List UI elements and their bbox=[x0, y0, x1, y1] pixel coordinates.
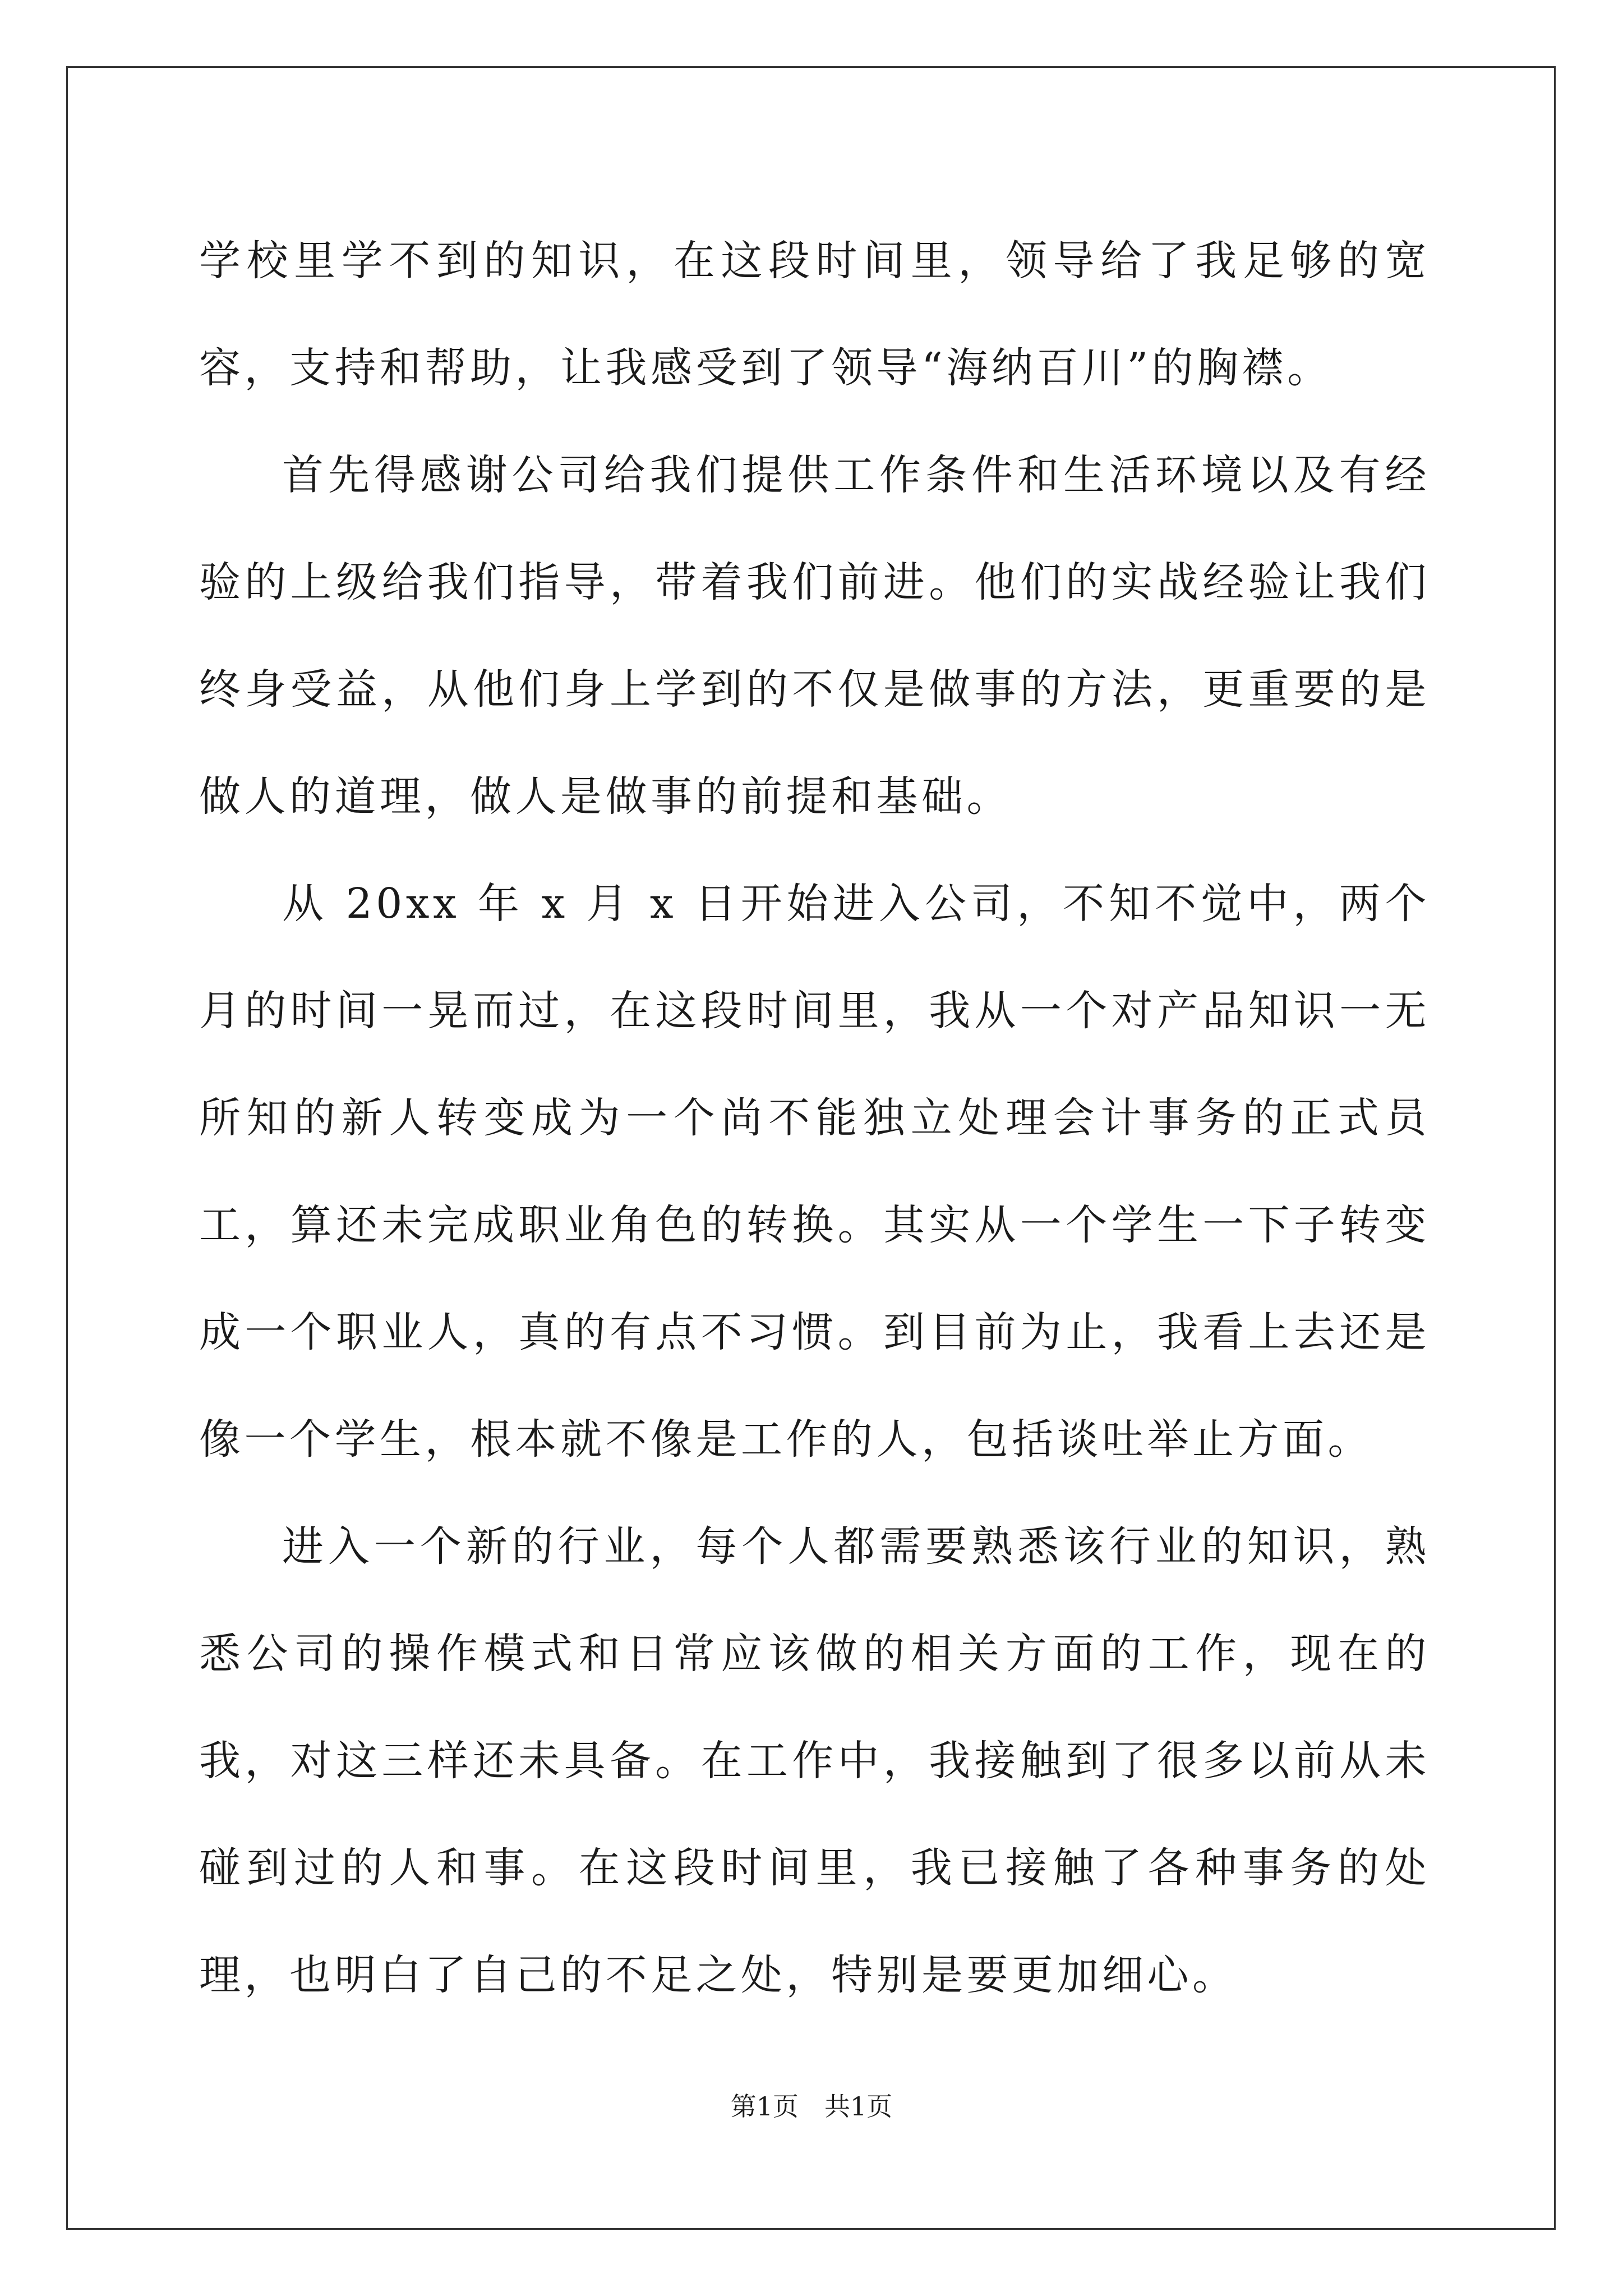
paragraph-4: 进入一个新的行业，每个人都需要熟悉该行业的知识，熟悉公司的操作模式和日常应该做的相关方面的工作，现在的我，对这三样还未具备。在工作中，我接触到了很多以前从未碰到过的人和事。在这段时间里，我已接触了各种事务的处理，也明白了自己的不足之处，特别是要更加细心。 bbox=[199, 1522, 1430, 1999]
paragraph-2: 首先得感谢公司给我们提供工作条件和生活环境以及有经验的上级给我们指导，带着我们前进。他们的实战经验让我们终身受益，从他们身上学到的不仅是做事的方法，更重要的是做人的道理，做人是做事的前提和基础。 bbox=[199, 451, 1430, 821]
page-number: 第1页 bbox=[730, 2091, 799, 2122]
paragraph-1: 学校里学不到的知识，在这段时间里，领导给了我足够的宽容，支持和帮助，让我感受到了领导“海纳百川”的胸襟。 bbox=[199, 237, 1430, 392]
page-total: 共1页 bbox=[824, 2091, 893, 2122]
paragraph-3: 从 20xx 年 x 月 x 日开始进入公司，不知不觉中，两个月的时间一晃而过，在这段时间里，我从一个对产品知识一无所知的新人转变成为一个尚不能独立处理会计事务的正式员工，算还未完成职业角色的转换。其实从一个学生一下子转变成一个职业人，真的有点不习惯。到目前为止，我看上去还是像一个学生，根本就不像是工作的人，包括谈吐举止方面。 bbox=[199, 880, 1430, 1464]
page-footer bbox=[0, 2090, 1623, 2123]
document-body bbox=[199, 208, 1430, 2029]
